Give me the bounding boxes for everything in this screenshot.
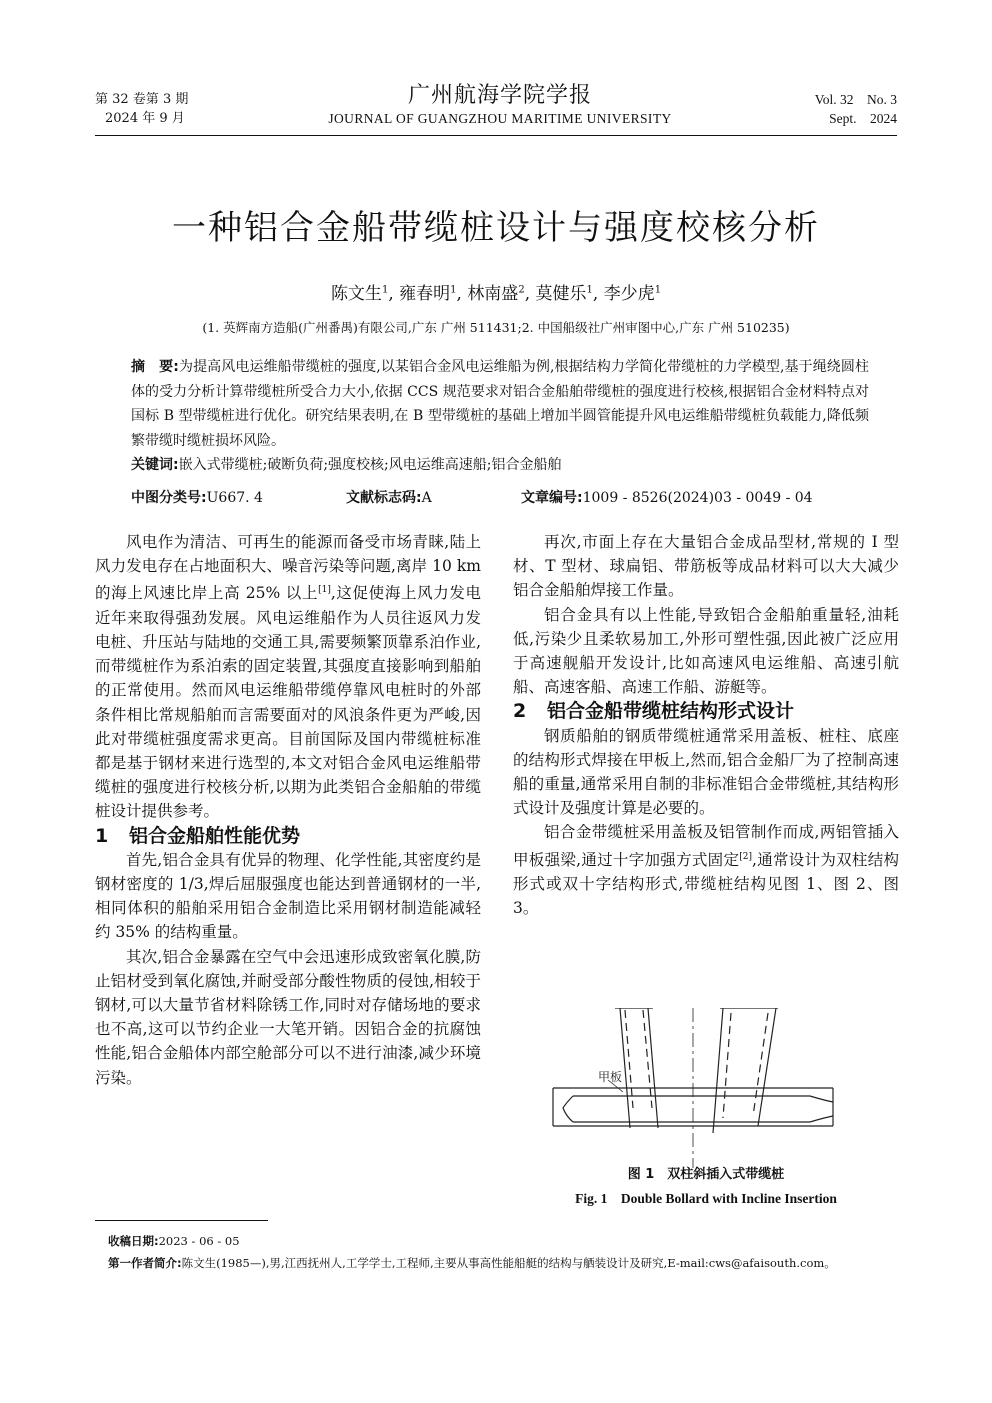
- figure-caption-en: Fig. 1 Double Bollard with Incline Insertion: [575, 1191, 837, 1206]
- body-paragraph: 再次,市面上存在大量铝合金成品型材,常规的 I 型材、T 型材、球扁铝、带筋板等成品材料可以大大减少铝合金船舶焊接工作量。: [513, 533, 899, 600]
- section-heading-1: [95, 824, 481, 848]
- volume-date: Sept. 2024: [829, 111, 897, 126]
- issue-number: 第 32 卷第 3 期: [95, 92, 189, 107]
- received-value: 2023 - 06 - 05: [158, 1234, 240, 1248]
- deck-label: 甲板: [598, 1070, 623, 1084]
- author-affil-mark: 2: [518, 284, 525, 296]
- body-paragraph: 铝合金具有以上性能,导致铝合金船舶重量轻,油耗低,污染少且柔软易加工,外形可塑性强,因此被广泛应用于高速舰船开发设计,比如高速风电运维船、高速引航船、高速客船、高速工作船、游艇等。: [513, 605, 899, 697]
- body-column-right: [513, 530, 899, 920]
- author-name: 莫健乐: [535, 284, 587, 304]
- journal-name-cn: 广州航海学院学报: [407, 83, 592, 108]
- body-paragraph: [513, 820, 899, 920]
- intro-paragraph: [95, 530, 481, 824]
- section-number: 1: [95, 824, 109, 847]
- abstract-label: 摘 要:: [131, 359, 179, 375]
- body-text-cont: ,通常设计为双柱结构形式或双十字结构形式,带缆桩结构见图 1、图 2、图 3。: [513, 850, 899, 918]
- author-bio-text: 陈文生(1985—),男,江西抚州人,工学学士,工程师,主要从事高性能船艇的结构与舾装设计及研究,E-mail:cws@afaisouth.com。: [181, 1256, 836, 1270]
- abstract: [131, 355, 869, 478]
- volume-number: Vol. 32 No. 3: [814, 92, 897, 107]
- abstract-text: 为提高风电运维船带缆桩的强度,以某铝合金风电运维船为例,根据结构力学简化带缆桩的力学模型,基于绳绕圆柱体的受力分析计算带缆桩所受合力大小,依据 CCS 规范要求对铝合金船舶带缆桩的强度进行校核,根据铝合金材料特点对国标 B 型带缆桩进行优化。研究结果表明,在 B 型带缆桩的基础上增加半圆管能提升风电运维船带缆桩负载能力,降低频繁带缆时缆桩损坏风险。: [131, 359, 869, 449]
- section-title: 铝合金船舶性能优势: [129, 824, 301, 847]
- clc-label: 中图分类号:: [131, 490, 207, 506]
- author-bio-label: 第一作者简介:: [108, 1256, 182, 1270]
- affiliations: (1. 英辉南方造船(广州番禺)有限公司,广东 广州 511431;2. 中国船级社广州审图中心,广东 广州 510235): [202, 320, 790, 335]
- clc-value: U667. 4: [206, 490, 263, 506]
- author-affil-mark: 1: [381, 284, 389, 296]
- figure-caption-cn: 图 1 双柱斜插入式带缆桩: [627, 1167, 785, 1182]
- received-label: 收稿日期:: [108, 1234, 159, 1248]
- intro-text: 风电作为清洁、可再生的能源而备受市场青睐,陆上风力发电存在占地面积大、噪音污染等问题,离岸 10 km 的海上风速比岸上高 25% 以上: [95, 533, 481, 603]
- section-number: 2: [513, 700, 527, 723]
- issue-date: 2024 年 9 月: [105, 111, 185, 126]
- journal-header: [250, 82, 750, 128]
- article-no-value: 1009 - 8526(2024)03 - 0049 - 04: [582, 490, 813, 506]
- section-heading-2: [513, 699, 899, 723]
- received-date: [108, 1232, 908, 1250]
- author-bio: [108, 1254, 908, 1272]
- figure-1-bollard-drawing: [548, 1008, 878, 1168]
- intro-text-cont: ,这促使海上风力发电近年来取得强劲发展。风电运维船作为人员往返风力发电桩、升压站与陆地的交通工具,需要频繁顶靠系泊作业,而带缆桩作为系泊索的固定装置,其强度直接影响到船舶的正常使用。然而风电运维船带缆停靠风电桩时的外部条件相比常规船舶而言需要面对的风浪条件更为严峻,因此对带缆桩强度需求更高。目前国际及国内带缆桩标准都是基于钢材来进行选型的,本文对铝合金风电运维船带缆桩的强度进行校核分析,以期为此类铝合金船舶的带缆桩设计提供参考。: [95, 584, 481, 821]
- author-name: 陈文生: [330, 284, 382, 304]
- body-text: 铝合金带缆桩采用盖板及铝管制作而成,两铝管插入甲板强梁,通过十字加强方式固定: [513, 823, 899, 869]
- footnote-rule: [95, 1220, 268, 1221]
- section-title: 铝合金船带缆桩结构形式设计: [547, 700, 795, 723]
- journal-name-en: JOURNAL OF GUANGZHOU MARITIME UNIVERSITY: [328, 111, 672, 126]
- author-affil-mark: 1: [586, 284, 593, 296]
- body-paragraph: 其次,铝合金暴露在空气中会迅速形成致密氧化膜,防止铝材受到氧化腐蚀,并耐受部分酸性物质的侵蚀,相较于钢材,可以大量节省材料除锈工作,同时对存储场地的要求也不高,这可以节约企业一大笔开销。因铝合金的抗腐蚀性能,铝合金船体内部空舱部分可以不进行油漆,减少环境污染。: [95, 947, 481, 1087]
- author-name: 林南盛: [467, 284, 519, 304]
- article-no-label: 文章编号:: [521, 490, 583, 506]
- author-name: 李少虎: [603, 284, 655, 304]
- abstract-paragraph: [131, 355, 869, 453]
- author-affil-mark: 1: [450, 284, 457, 296]
- issue-info: [95, 90, 188, 128]
- author-name: 雍春明: [399, 284, 451, 304]
- body-paragraph: 首先,铝合金具有优异的物理、化学性能,其密度约是钢材密度的 1/3,焊后屈服强度也能达到普通钢材的一半,相同体积的船舶采用铝合金制造比采用钢材制造能减轻约 35% 的结构重量。: [95, 850, 481, 942]
- keywords-label: 关键词:: [131, 457, 179, 473]
- doc-code-value: A: [421, 490, 432, 506]
- paper-title: 一种铝合金船带缆桩设计与强度校核分析: [172, 208, 820, 248]
- citation: [2]: [739, 851, 752, 862]
- keywords: [131, 453, 869, 478]
- citation: [1]: [318, 585, 331, 596]
- body-paragraph: 钢质船舶的钢质带缆桩通常采用盖板、桩柱、底座的结构形式焊接在甲板上,然而,铝合金船厂为了控制高速船的重量,通常采用自制的非标准铝合金带缆桩,其结构形式设计及强度计算是必要的。: [513, 726, 899, 818]
- header-rule: [95, 135, 897, 136]
- author-list: 陈文生$^1$, 雍春明$^1$, 林南盛$^2$, 莫健乐$^1$, 李少虎$^1$: [330, 284, 662, 304]
- volume-info: [815, 90, 897, 128]
- doc-code-label: 文献标志码:: [346, 490, 422, 506]
- classification-line: [131, 487, 869, 507]
- author-affil-mark: 1: [654, 284, 662, 296]
- body-column-left: [95, 530, 481, 1090]
- keywords-text: 嵌入式带缆桩;破断负荷;强度校核;风电运维高速船;铝合金船舶: [178, 457, 562, 473]
